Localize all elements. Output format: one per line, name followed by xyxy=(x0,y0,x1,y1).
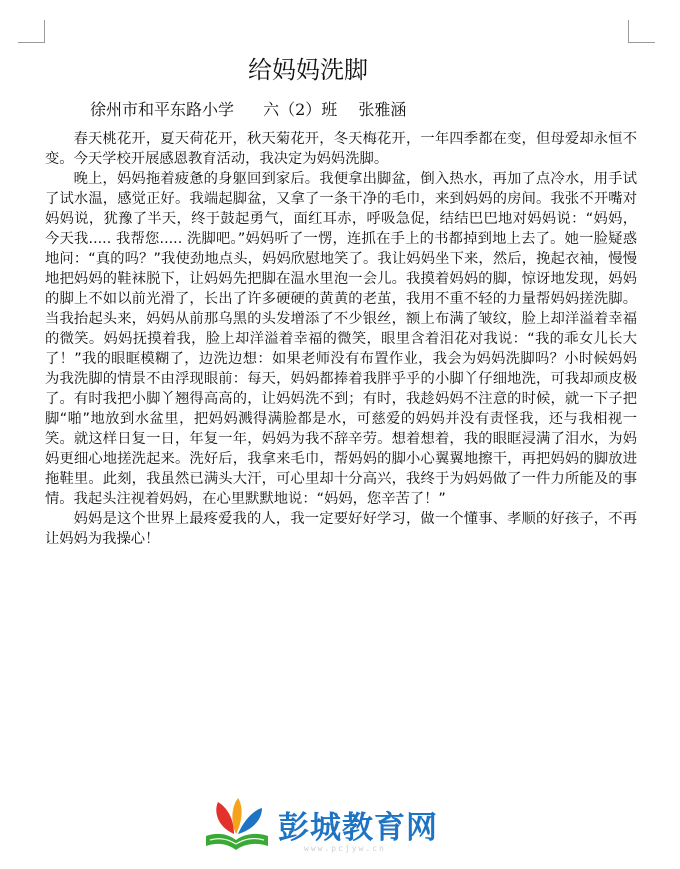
byline-school: 徐州市和平东路小学 xyxy=(90,100,235,119)
crop-mark-top-left xyxy=(18,20,45,43)
paragraph: 妈妈是这个世界上最疼爱我的人，我一定要好好学习，做一个懂事、孝顺的好孩子，不再让妈妈为我操心！ xyxy=(45,511,637,547)
byline-class: 六（2）班 xyxy=(263,100,338,119)
paragraph: 晚上，妈妈拖着疲惫的身躯回到家后。我便拿出脚盆，倒入热水，再加了点冷水，用手试了试水温，感觉正好。我端起脚盆，又拿了一条干净的毛巾，来到妈妈的房间。我张不开嘴对妈妈说，犹豫了半天，终于鼓起勇气，面红耳赤，呼吸急促，结结巴巴地对妈妈说：“妈妈，今天我..... 我帮您..... 洗脚吧。”妈妈听了一愣，连抓在手上的书都掉到地上去了。她一脸疑惑地问：“真的吗？”我使劲地点头，妈妈欣慰地笑了。我让妈妈坐下来，然后，挽起衣袖，慢慢地把妈妈的鞋袜脱下，让妈妈先把脚在温水里泡一会儿。我摸着妈妈的脚，惊讶地发现，妈妈的脚上不如以前光滑了，长出了许多硬硬的黄黄的老茧，我用不重不轻的力量帮妈妈搓洗脚。当我抬起头来，妈妈从前那乌黑的头发增添了不少银丝，额上布满了皱纹，脸上却洋溢着幸福的微笑。妈妈抚摸着我，脸上却洋溢着幸福的微笑，眼里含着泪花对我说：“我的乖女儿长大了！”我的眼眶模糊了，边洗边想：如果老师没有布置作业，我会为妈妈洗脚吗？小时候妈妈为我洗脚的情景不由浮现眼前：每天，妈妈都捧着我胖乎乎的小脚丫仔细地洗，可我却顽皮极了。有时我把小脚丫翘得高高的，让妈妈洗不到；有时，我趁妈妈不注意的时候，就一下子把脚“啪”地放到水盆里，把妈妈溅得满脸都是水，可慈爱的妈妈并没有责怪我，还与我相视一笑。就这样日复一日，年复一年，妈妈为我不辞辛劳。想着想着，我的眼眶浸满了泪水，为妈妈更细心地搓洗起来。洗好后，我拿来毛巾，帮妈妈的脚小心翼翼地擦干，再把妈妈的脚放进拖鞋里。此刻，我虽然已满头大汗，可心里却十分高兴，我终于为妈妈做了一件力所能及的事情。我起头注视着妈妈，在心里默默地说：“妈妈，您辛苦了！” xyxy=(45,171,637,507)
book-leaves-icon xyxy=(204,798,270,854)
site-logo xyxy=(204,798,474,858)
paragraph: 春天桃花开，夏天荷花开，秋天菊花开，冬天梅花开，一年四季都在变，但母爱却永恒不变。今天学校开展感恩教育活动，我决定为妈妈洗脚。 xyxy=(45,131,637,167)
logo-url: www.pcjyw.cn xyxy=(304,844,386,853)
byline xyxy=(90,97,406,120)
document-title: 给妈妈洗脚 xyxy=(248,56,368,84)
logo-wordmark: 彭城教育网 xyxy=(278,810,438,846)
crop-mark-top-right xyxy=(628,20,655,43)
byline-author: 张雅涵 xyxy=(358,100,407,119)
essay-body xyxy=(45,129,637,549)
